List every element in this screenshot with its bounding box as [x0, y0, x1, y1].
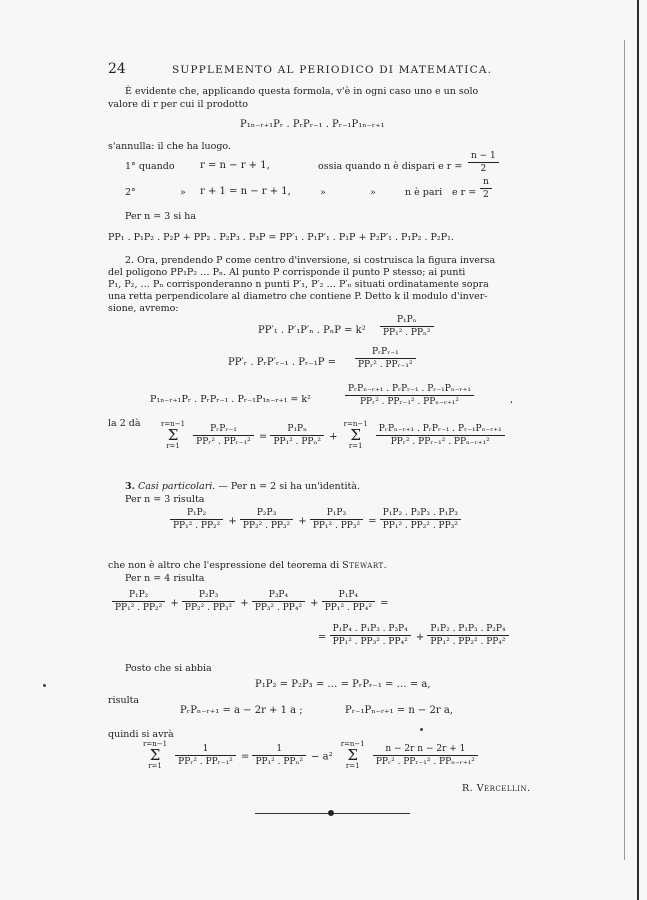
eq3-comma: ,: [510, 394, 514, 405]
n4-equation-line-1: $\frac{\text{P₁P₂}}{\text{PP₁² . PP₂²}}$ + $\frac{\text{P₂P₃}}{\text{PP₂² . PP₃²}}$ + $\frac{\text{P₃P₄}}{\text{PP₃² . PP₄²}}$ + $\frac{\text{P₁P₄}}{\text{PP₁² . PP₄²}}$ =: [112, 589, 388, 614]
eq3-fraction: $\frac{\text{PᵣPₙ₋ᵣ₊₁ . PᵣPᵣ₋₁ . Pᵣ₋₁Pₙ₋ᵣ₊₁}}{\text{PPᵣ² . PPᵣ₋₁² . PPₙ₋ᵣ₊₁²}}$: [345, 383, 474, 408]
stray-mark: [43, 684, 46, 687]
s2-line-5: sione, avremo:: [108, 303, 179, 314]
risulta-eq-2: Pᵣ₋₁Pₙ₋ᵣ₊₁ = n − 2r a,: [345, 705, 453, 716]
n3-equation: PP₁ . P₁P₂ . P₂P + PP₂ . P₂P₃ . P₃P = PP′₁ . P₁P′₁ . P₁P + P₂P′₁ . P₁P₂ . P₂P₁.: [108, 232, 454, 243]
n3-line: Per n = 3 si ha: [125, 211, 197, 222]
s2-line-4: una retta perpendicolare al diametro che contiene P. Detto k il modulo d'inver-: [108, 291, 488, 302]
stewart-equation: $\frac{\text{P₁P₂}}{\text{PP₁² . PP₂²}}$ + $\frac{\text{P₂P₃}}{\text{PP₂² . PP₃²}}$ + $\frac{\text{P₁P₃}}{\text{PP₁² . PP₃²}}$ = $\frac{\text{P₁P₂ . P₂P₃ . P₁P₃}}{\text{PP₁² . PP₂² . PP₃²}}$: [170, 507, 461, 532]
eq2-left: PP′ᵣ . PᵣP′ᵣ₋₁ . Pᵣ₋₁P =: [228, 357, 337, 368]
sum-symbol-3: r=n−1 Σ r=1: [143, 740, 168, 770]
case1-text: ossia quando n è dispari e r =: [318, 161, 463, 172]
quindi-line: quindi si avrà: [108, 729, 174, 740]
s2-line-1: 2. Ora, prendendo P come centro d'inversione, si costruisca la figura inversa: [125, 255, 496, 266]
case2-relation: e r =: [452, 187, 477, 198]
sum-equation: r=n−1 Σ r=1 $\frac{\text{PᵣPᵣ₋₁}}{\text{PPᵣ² . PPᵣ₋₁²}}$ = $\frac{\text{P₁Pₙ}}{\text{PP₁² . PPₙ²}}$ + r=n−1 Σ r=1 $\frac{\text{PᵣPₙ₋ᵣ₊₁ . PᵣPᵣ₋₁ . Pᵣ₋₁Pₙ₋ᵣ₊₁}}{\text{PPᵣ² . PPᵣ₋₁² . PPₙ₋ᵣ₊₁²}}$: [158, 420, 505, 450]
case1-label: 1° quando: [125, 161, 175, 172]
sum-symbol-2: r=n−1 Σ r=1: [343, 420, 368, 450]
case2-text: n è pari: [405, 187, 443, 198]
s3-n3-line: Per n = 3 risulta: [125, 494, 205, 505]
eq1-fraction: $\frac{\text{P₁Pₙ}}{\text{PP₁² . PPₙ²}}$: [380, 314, 434, 339]
s3-heading: 3. Casi particolari. — Per n = 2 si ha un'identità.: [125, 481, 360, 492]
case2-ditto: »: [180, 187, 186, 198]
s2-line-3: P₁, P₂, … Pₙ corrisponderanno n punti P′₁, P′₂ … P′ₙ situati ordinatamente sopra: [108, 279, 489, 290]
s3-n4-line: Per n = 4 risulta: [125, 573, 205, 584]
case2-ditto-3: »: [370, 187, 376, 198]
eq3-left: P₁ₙ₋ᵣ₊₁Pᵣ . PᵣPᵣ₋₁ . Pᵣ₋₁P₁ₙ₋ᵣ₊₁ = k²: [150, 394, 311, 405]
end-rule-ornament: [328, 810, 334, 816]
s2-line-2: del poligono PP₁P₂ … Pₙ. Al punto P corrisponde il punto P stesso; ai punti: [108, 267, 466, 278]
final-equation: r=n−1 Σ r=1 $\frac{1}{\text{PPᵣ² . PPᵣ₋₁²}}$ = $\frac{1}{\text{PP₁² . PPₙ²}}$ − a² r=n−1 Σ r=1 $\frac{\text{n − 2r n − 2r + 1}}{\text{PPᵣ² . PPᵣ₋₁² . PPₙ₋ᵣ₊₁²}}$: [140, 740, 478, 770]
sum-symbol-4: r=n−1 Σ r=1: [340, 740, 365, 770]
sum-symbol-1: r=n−1 Σ r=1: [161, 420, 186, 450]
case2-ditto-2: »: [320, 187, 326, 198]
page-edge: [637, 0, 639, 900]
stewart-line: che non è altro che l'espressione del teorema di Stewart.: [108, 560, 388, 571]
intro-line-2: valore di r per cui il prodotto: [108, 99, 249, 110]
risulta-line: risulta: [108, 695, 140, 706]
case2-equation: r + 1 = n − r + 1,: [200, 186, 291, 197]
intro-line-3: s'annulla: il che ha luogo.: [108, 141, 231, 152]
posto-line: Posto che si abbia: [125, 663, 212, 674]
case2-label: 2°: [125, 187, 136, 198]
case2-fraction: $\frac{n}{2}$: [480, 176, 492, 201]
case1-fraction: $\frac{n - 1}{2}$: [468, 150, 499, 175]
page-edge-shadow: [624, 40, 625, 860]
eq1-left: PP′₁ . P′₁P′ₙ . PₙP = k²: [258, 325, 366, 336]
case1-equation: r = n − r + 1,: [200, 160, 270, 171]
intro-line-1: È evidente che, applicando questa formola, v'è in ogni caso uno e un solo: [125, 86, 479, 97]
intro-product: P₁ₙ₋ᵣ₊₁Pᵣ . PᵣPᵣ₋₁ . Pᵣ₋₁P₁ₙ₋ᵣ₊₁: [240, 119, 385, 130]
signature: R. Vercellin.: [462, 783, 531, 794]
running-header: SUPPLEMENTO AL PERIODICO DI MATEMATICA.: [172, 64, 493, 76]
n4-equation-line-2: = $\frac{\text{P₁P₄ . P₁P₃ . P₃P₄}}{\text{PP₁² . PP₃² . PP₄²}}$ + $\frac{\text{P₁P₂ . P₁P₃ . P₂P₄}}{\text{PP₁² . PP₂² . PP₄²}}$: [318, 623, 509, 648]
eq2-fraction: $\frac{\text{PᵣPᵣ₋₁}}{\text{PPᵣ² . PPᵣ₋₁²}}$: [355, 346, 416, 371]
page-number: 24: [108, 61, 126, 77]
s2-from: la 2 dà: [108, 418, 141, 429]
posto-equation: P₁P₂ = P₂P₃ = … = PᵣPᵣ₋₁ = … = a,: [255, 679, 431, 690]
stray-mark-2: [420, 728, 423, 731]
risulta-eq-1: PᵣPₙ₋ᵣ₊₁ = a − 2r + 1 a ;: [180, 705, 303, 716]
